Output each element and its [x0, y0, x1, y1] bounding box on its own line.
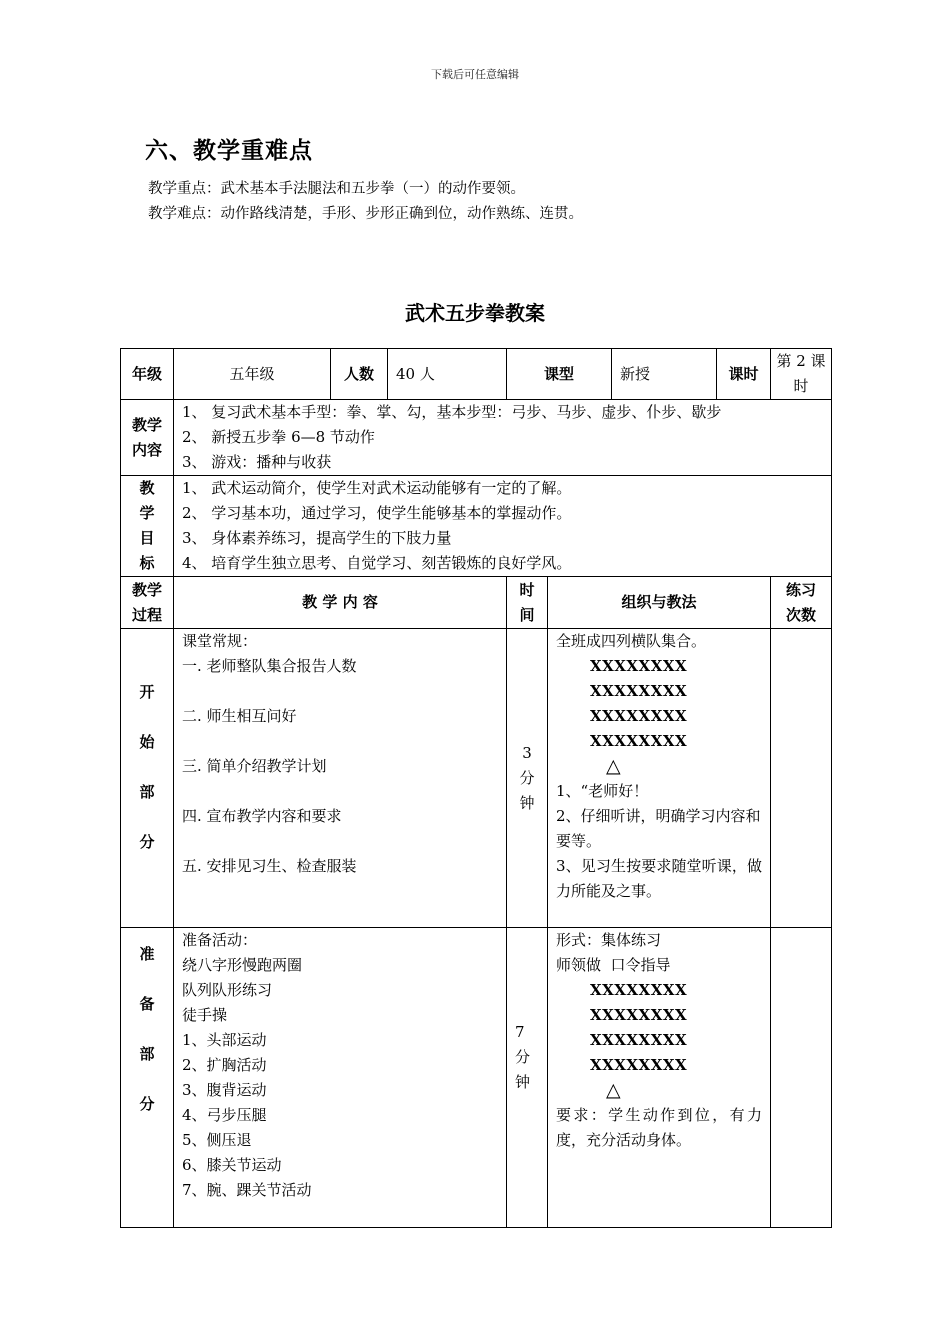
- prep-time-part: 分: [515, 1048, 531, 1066]
- prep-item: 队列队形练习: [182, 981, 273, 999]
- prep-part-label-char: 分: [139, 1095, 155, 1113]
- reps-header-line1: 练习: [786, 580, 817, 599]
- content-item: 3、 游戏：播种与收获: [182, 453, 332, 471]
- goals-row: [121, 476, 832, 577]
- content-label-line2: 内容: [131, 440, 162, 459]
- start-reps: [771, 629, 832, 928]
- goals-items: [174, 476, 832, 577]
- time-header-line2: 间: [519, 605, 535, 624]
- header-note: 下载后可任意编辑: [431, 68, 519, 81]
- prep-time-part: 钟: [515, 1073, 531, 1091]
- start-intro: 课堂常规：: [182, 632, 258, 650]
- prep-part-label-char: 准: [139, 945, 155, 963]
- prep-reps: [771, 928, 832, 1228]
- type-value: 新授: [612, 349, 717, 400]
- start-item: 四. 宣布教学内容和要求: [182, 807, 342, 825]
- prep-part-content: [174, 928, 507, 1228]
- grade-value: 五年级: [174, 349, 331, 400]
- start-item: 五. 安排见习生、检查服装: [182, 857, 357, 875]
- prep-method-line: 师领做 口令指导: [556, 956, 671, 974]
- content-item: 1、 复习武术基本手型：拳、掌、勾，基本步型：弓步、马步、虚步、仆步、歇步: [182, 403, 722, 421]
- document-title: 武术五步拳教案: [405, 301, 545, 325]
- goals-label-char: 学: [139, 504, 155, 522]
- formation-row: XXXXXXXX: [590, 732, 688, 750]
- prep-item: 1、头部运动: [182, 1031, 267, 1049]
- teacher-triangle-icon: △: [606, 755, 621, 777]
- start-note: 2、仔细听讲，明确学习内容和要等。: [556, 807, 761, 850]
- goal-item: 4、 培育学生独立思考、自觉学习、刻苦锻炼的良好学风。: [182, 554, 572, 572]
- prep-requirement: 要求：学生动作到位，有力度，充分活动身体。: [556, 1106, 763, 1149]
- period-label: 课时: [717, 349, 771, 400]
- prep-item: 2、扩胸活动: [182, 1056, 267, 1074]
- prep-item: 4、弓步压腿: [182, 1106, 267, 1124]
- start-time: [507, 629, 548, 928]
- start-note: 3、见习生按要求随堂听课，做力所能及之事。: [556, 857, 763, 900]
- grade-label: 年级: [121, 349, 174, 400]
- prep-item: 3、腹背运动: [182, 1081, 267, 1099]
- start-part-content: [174, 629, 507, 928]
- prep-item: 5、侧压退: [182, 1131, 252, 1149]
- start-part-label-char: 始: [139, 733, 155, 751]
- prep-part-label-char: 备: [139, 995, 155, 1013]
- reps-header-line2: 次数: [786, 605, 817, 624]
- formation-row: XXXXXXXX: [590, 682, 688, 700]
- content-item: 2、 新授五步拳 6—8 节动作: [182, 428, 375, 446]
- count-label: 人数: [331, 349, 388, 400]
- prep-item: 绕八字形慢跑两圈: [182, 956, 303, 974]
- difficulty-text: 教学难点：动作路线清楚，手形、步形正确到位，动作熟练、连贯。: [148, 206, 583, 222]
- prep-method: [548, 928, 771, 1228]
- start-part-label: [121, 629, 174, 928]
- content-row: [121, 400, 832, 476]
- content-label-line1: 教学: [131, 415, 162, 434]
- prep-item: 徒手操: [182, 1006, 228, 1024]
- start-part-label-char: 部: [139, 783, 155, 801]
- prep-part-label-char: 部: [139, 1045, 155, 1063]
- goal-item: 3、 身体素养练习，提高学生的下肢力量: [182, 529, 452, 547]
- lesson-plan-table: [120, 348, 832, 1228]
- start-time-part: 分: [519, 768, 535, 787]
- formation-row: XXXXXXXX: [590, 1056, 688, 1074]
- prep-item: 6、膝关节运动: [182, 1156, 282, 1174]
- process-header-row: [121, 577, 832, 629]
- content-items: [174, 400, 832, 476]
- formation-row: XXXXXXXX: [590, 657, 688, 675]
- prep-part-label: [121, 928, 174, 1228]
- start-method-intro: 全班成四列横队集合。: [556, 632, 707, 650]
- reps-header: [771, 577, 832, 629]
- type-label: 课型: [507, 349, 612, 400]
- info-row: [121, 349, 832, 400]
- time-header: [507, 577, 548, 629]
- time-header-line1: 时: [519, 580, 535, 599]
- goal-item: 2、 学习基本功，通过学习，使学生能够基本的掌握动作。: [182, 504, 572, 522]
- count-value: 40 人: [388, 349, 507, 400]
- prep-time-part: 7: [515, 1023, 525, 1041]
- teacher-triangle-icon: △: [606, 1079, 621, 1101]
- formation-row: XXXXXXXX: [590, 1031, 688, 1049]
- prep-item: 7、腕、踝关节活动: [182, 1181, 312, 1199]
- start-part-label-char: 分: [139, 833, 155, 851]
- formation-row: XXXXXXXX: [590, 707, 688, 725]
- formation-row: XXXXXXXX: [590, 1006, 688, 1024]
- section-heading: 六、教学重难点: [145, 138, 313, 164]
- start-method: [548, 629, 771, 928]
- goals-label-char: 标: [139, 554, 155, 572]
- formation-row: XXXXXXXX: [590, 981, 688, 999]
- goals-label-char: 教: [139, 479, 155, 497]
- method-header: 组织与教法: [548, 577, 771, 629]
- start-part-label-char: 开: [139, 683, 155, 701]
- prep-time: [507, 928, 548, 1228]
- key-point-text: 教学重点：武术基本手法腿法和五步拳（一）的动作要领。: [148, 181, 525, 197]
- goals-label-char: 目: [139, 529, 155, 547]
- start-item: 二. 师生相互问好: [182, 707, 297, 725]
- prep-item: 准备活动：: [182, 931, 258, 949]
- start-item: 一. 老师整队集合报告人数: [182, 657, 357, 675]
- content-header: 教 学 内 容: [174, 577, 507, 629]
- start-item: 三. 简单介绍教学计划: [182, 757, 327, 775]
- goal-item: 1、 武术运动简介，使学生对武术运动能够有一定的了解。: [182, 479, 572, 497]
- period-value: 第 2 课时: [771, 349, 832, 400]
- process-label-line1: 教学: [131, 580, 162, 599]
- process-label-line2: 过程: [131, 605, 162, 624]
- start-time-part: 3: [522, 743, 532, 762]
- goals-label: [121, 476, 174, 577]
- prep-part-row: [121, 928, 832, 1228]
- start-part-row: [121, 629, 832, 928]
- process-label: [121, 577, 174, 629]
- start-note: 1、“老师好！: [556, 782, 649, 800]
- content-label: [121, 400, 174, 476]
- prep-method-line: 形式：集体练习: [556, 931, 662, 949]
- start-time-part: 钟: [519, 793, 535, 812]
